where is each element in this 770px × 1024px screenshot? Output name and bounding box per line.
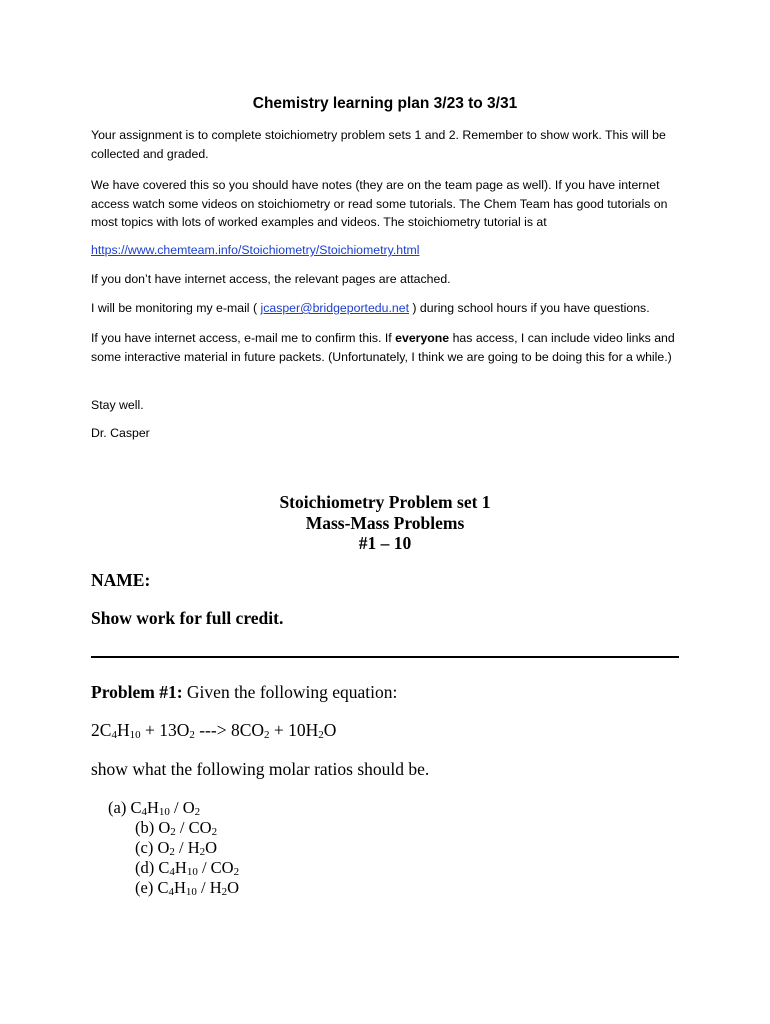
confirm-text-after: has access, I can include video links and some interactive material in future packets. (Unfortunately, I think we are going to be doing this for a while.) [91,331,675,364]
email-link[interactable]: jcasper@bridgeportedu.net [260,301,409,315]
closing-line: Stay well. [91,398,144,412]
ratio-item: (e) $C_4H_{10} / H_2O$ [135,878,240,898]
name-label: NAME: [91,570,151,590]
problem-1-label: Problem #1: [91,682,183,702]
confirm-text-before: If you have internet access, e-mail me to confirm this. If [91,331,396,345]
problem-set-heading [0,492,770,554]
email-text-after: ) during school hours if you have questions. [409,301,650,315]
ratio-label: (a) [108,798,131,817]
emphasis-everyone: everyone [395,331,450,345]
notes-paragraph: We have covered this so you should have notes (they are on the team page as well). If you have internet access watch some videos on stoichiometry or read some tutorials. The Chem Team has good tutorials on most topics with lots of worked examples and videos. The stoichiometry tutorial is at [91,178,668,229]
tutorial-link-paragraph [91,241,691,260]
ratio-question: show what the following molar ratios should be. [91,759,430,779]
ratio-label: (b) [135,818,159,837]
ratio-label: (e) [135,878,158,897]
email-text-before: I will be monitoring my e-mail ( [91,301,261,315]
ratio-label: (d) [135,858,159,877]
work-instructions: Show work for full credit. [91,608,284,628]
signature: Dr. Casper [91,426,150,440]
email-paragraph [91,299,691,318]
ratio-label: (c) [135,838,158,857]
no-internet-paragraph: If you don’t have internet access, the relevant pages are attached. [91,272,451,286]
ratio-item: (c) $O_2 / H_2O$ [135,838,218,858]
chemical-equation: $2C_4H_{10} + 13O_2$ ---> $8CO_2 + 10H_2O$ [91,720,337,741]
tutorial-link[interactable]: https://www.chemteam.info/Stoichiometry/Stoichiometry.html [91,243,420,257]
page-title: Chemistry learning plan 3/23 to 3/31 [252,95,518,112]
divider-line [91,656,679,658]
problem-set-title: Stoichiometry Problem set 1 [279,492,491,512]
assignment-paragraph: Your assignment is to complete stoichiometry problem sets 1 and 2. Remember to show work. This will be collected and graded. [91,128,666,161]
problem-set-range: #1 – 10 [358,533,412,553]
ratio-item: (a) $C_4H_{10} / O_2$ [108,798,201,818]
problem-1-heading [91,682,397,703]
ratio-item: (d) $C_4H_{10} / CO_2$ [135,858,240,878]
problem-set-subtitle: Mass-Mass Problems [305,512,465,533]
problem-1-prompt: Given the following equation: [182,682,398,702]
confirm-paragraph [91,329,691,366]
ratio-item: (b) $O_2 / CO_2$ [135,818,218,838]
